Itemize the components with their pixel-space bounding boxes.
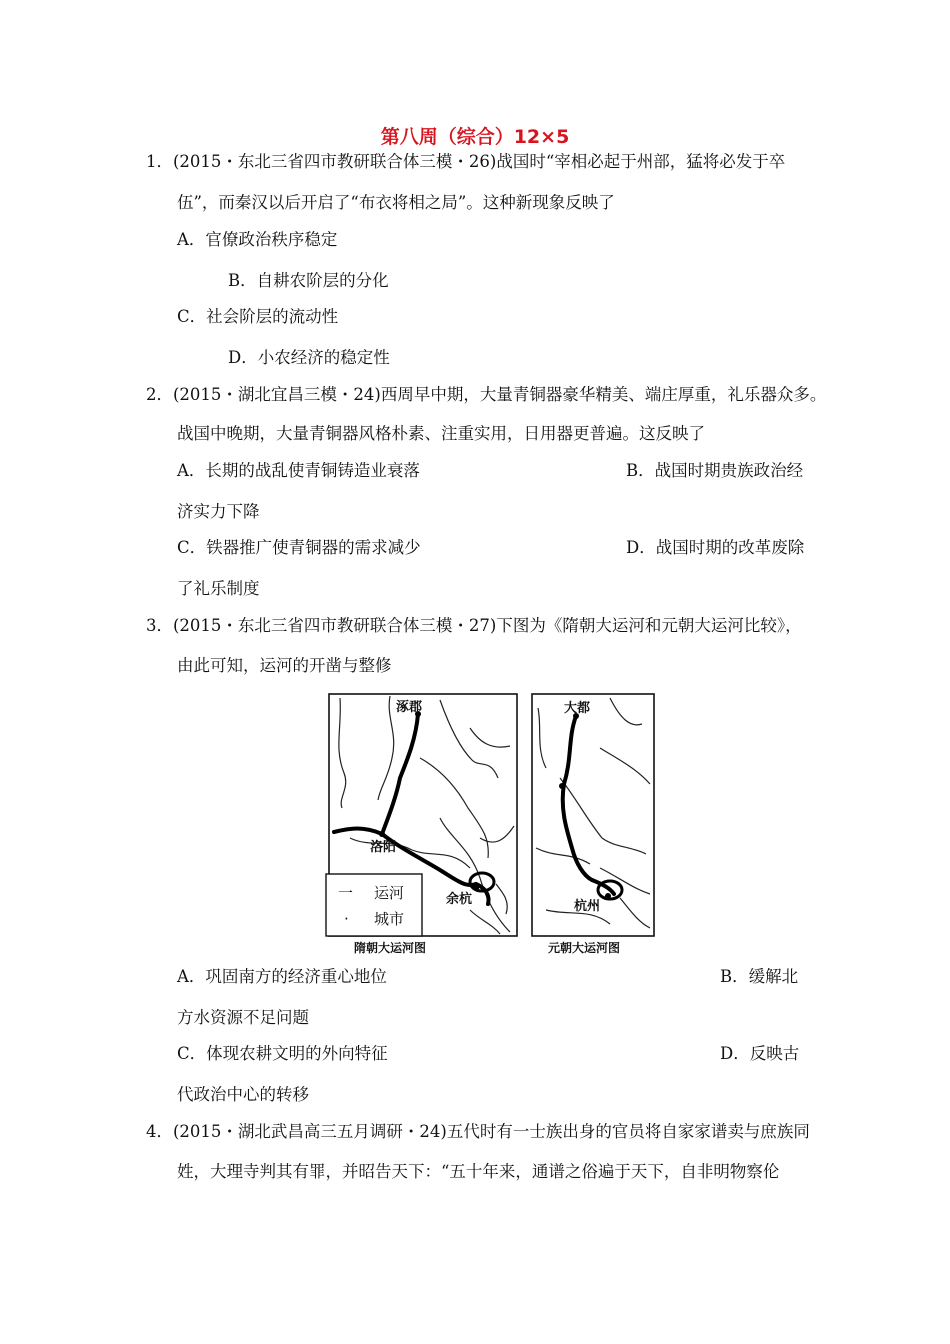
- question-3-stem-line-1: 3．(2015・东北三省四市教研联合体三模・27)下图为《隋朝大运河和元朝大运河比较》，: [146, 616, 802, 635]
- sui-city-zhuojun-label: 涿郡: [396, 700, 423, 715]
- question-3-stem-line-2: 由此可知，运河的开凿与整修: [177, 656, 392, 675]
- canal-comparison-figure: [320, 688, 660, 960]
- question-2-option-d-continued: 了礼乐制度: [177, 579, 260, 598]
- question-2-option-b: B．战国时期贵族政治经: [626, 461, 804, 480]
- question-2-option-a: A．长期的战乱使青铜铸造业衰落: [177, 461, 420, 480]
- sui-city-yuhang-label: 余杭: [446, 892, 473, 907]
- sui-city-luoyang-label: 洛阳: [370, 840, 397, 855]
- question-4-stem-line-2: 姓，大理寺判其有罪，并昭告天下：“五十年来，通谱之俗遍于天下，自非明物察伦: [177, 1162, 780, 1181]
- legend-city-symbol: ·: [344, 910, 349, 928]
- yuan-city-dot: [559, 783, 565, 789]
- question-2-option-b-continued: 济实力下降: [177, 502, 260, 521]
- legend-canal-label: 运河: [374, 884, 405, 902]
- question-3-option-b-continued: 方水资源不足问题: [177, 1008, 309, 1027]
- yuan-city-dadu-label: 大都: [564, 701, 591, 716]
- question-1-option-b: B．自耕农阶层的分化: [228, 271, 389, 290]
- sui-map-caption: 隋朝大运河图: [354, 941, 427, 955]
- sui-city-yuhang-dot: [473, 885, 479, 891]
- question-2-stem-line-1: 2．(2015・湖北宜昌三模・24)西周早中期，大量青铜器豪华精美、端庄厚重，礼乐器众多。: [146, 385, 827, 404]
- canal-maps-svg: [320, 688, 660, 960]
- question-3-option-d-continued: 代政治中心的转移: [177, 1085, 309, 1104]
- yuan-city-hangzhou-dot: [605, 893, 611, 899]
- legend-city-label: 城市: [374, 910, 405, 928]
- question-4-stem-line-1: 4．(2015・湖北武昌高三五月调研・24)五代时有一士族出身的官员将自家家谱卖与庶族同: [146, 1122, 810, 1141]
- page-title: 第八周（综合）12×5: [380, 126, 570, 148]
- question-3-option-c: C．体现农耕文明的外向特征: [177, 1044, 388, 1063]
- sui-city-luoyang-dot: [379, 831, 385, 837]
- question-3-option-d: D．反映古: [720, 1044, 800, 1063]
- question-2-option-d: D．战国时期的改革废除: [626, 538, 805, 557]
- yuan-city-hangzhou-label: 杭州: [574, 899, 601, 914]
- yuan-map-caption: 元朝大运河图: [548, 941, 621, 955]
- question-2-stem-line-2: 战国中晚期，大量青铜器风格朴素、注重实用，日用器更普遍。这反映了: [177, 424, 705, 443]
- question-3-option-a: A．巩固南方的经济重心地位: [177, 967, 387, 986]
- question-3-option-b: B．缓解北: [720, 967, 799, 986]
- question-1-option-c: C．社会阶层的流动性: [177, 307, 339, 326]
- question-2-option-c: C．铁器推广使青铜器的需求减少: [177, 538, 421, 557]
- question-1-stem-line-1: 1．(2015・东北三省四市教研联合体三模・26)战国时“宰相必起于州部，猛将必发于卒: [146, 152, 786, 171]
- question-1-option-d: D．小农经济的稳定性: [228, 348, 390, 367]
- legend-canal-symbol: 一: [338, 884, 354, 902]
- question-1-stem-line-2: 伍”，而秦汉以后开启了“布衣将相之局”。这种新现象反映了: [177, 193, 615, 212]
- question-1-option-a: A．官僚政治秩序稳定: [177, 230, 338, 249]
